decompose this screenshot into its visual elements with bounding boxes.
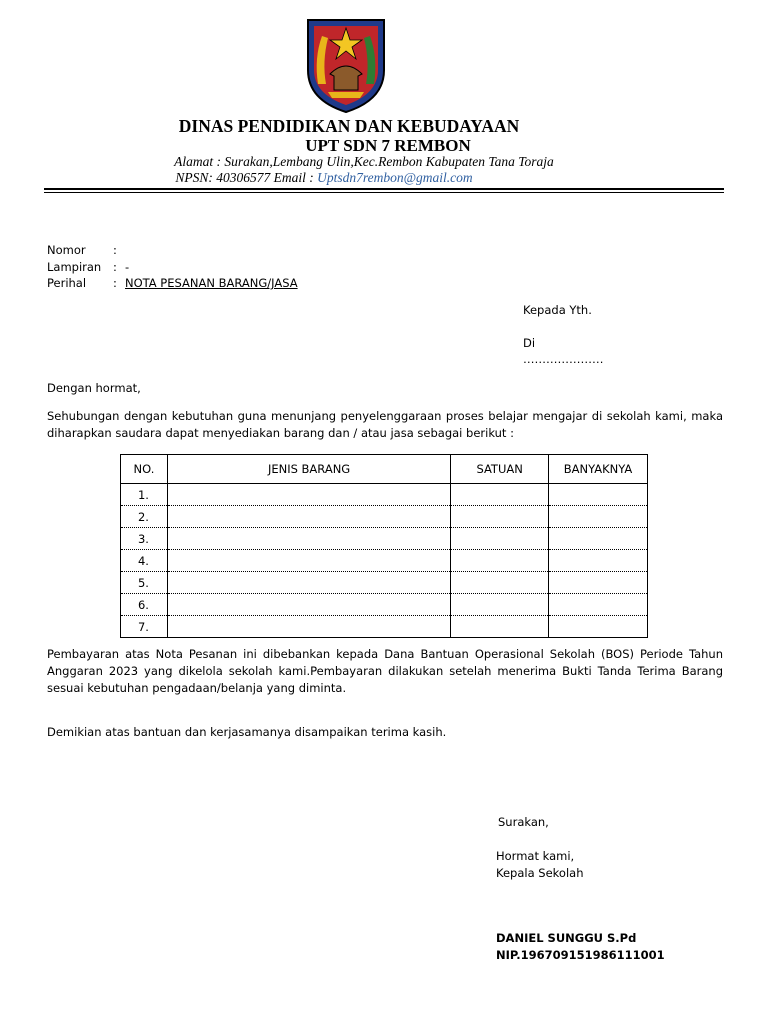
greeting: Dengan hormat, <box>47 381 141 395</box>
nomor-label: Nomor <box>47 243 86 257</box>
letter-meta <box>47 242 298 292</box>
cell-satuan[interactable] <box>451 572 549 594</box>
perihal-label: Perihal <box>47 276 87 290</box>
recipient-kepada: Kepada Yth. <box>523 303 592 317</box>
header-satuan: SATUAN <box>451 455 549 484</box>
cell-satuan[interactable] <box>451 616 549 638</box>
intro-paragraph: Sehubungan dengan kebutuhan guna menunjang penyelenggaraan proses belajar mengajar di sekolah kami, maka diharapkan saudara dapat menyediakan barang dan / atau jasa sebagai berikut : <box>47 409 723 440</box>
recipient-dots: ………………… <box>523 352 604 366</box>
cell-satuan[interactable] <box>451 528 549 550</box>
cell-banyaknya[interactable] <box>549 484 648 506</box>
cell-jenis-barang[interactable] <box>167 572 450 594</box>
order-table <box>120 454 648 638</box>
table-row <box>121 550 648 572</box>
cell-banyaknya[interactable] <box>549 616 648 638</box>
lampiran-value: - <box>125 259 130 274</box>
recipient-di: Di <box>523 336 536 350</box>
school-title: UPT SDN 7 REMBON <box>305 136 471 155</box>
signature-place: Surakan, <box>498 815 549 829</box>
perihal-colon: : <box>113 276 117 290</box>
cell-jenis-barang[interactable] <box>167 506 450 528</box>
row-number: 3. <box>121 528 168 550</box>
regional-crest-icon <box>304 18 388 114</box>
table-header-row <box>121 455 648 484</box>
school-address: Alamat : Surakan,Lembang Ulin,Kec.Rembon Kabupaten Tana Toraja <box>174 154 554 169</box>
cell-jenis-barang[interactable] <box>167 616 450 638</box>
cell-banyaknya[interactable] <box>549 572 648 594</box>
perihal-value: NOTA PESANAN BARANG/JASA <box>125 276 298 290</box>
header-jenis-barang: JENIS BARANG <box>167 455 450 484</box>
lampiran-colon: : <box>113 259 117 274</box>
payment-paragraph: Pembayaran atas Nota Pesanan ini dibebankan kepada Dana Bantuan Operasional Sekolah (BOS) Periode Tahun Anggaran 2023 yang dikelola sekolah kami.Pembayaran dilakukan setelah menerima Bukti Tanda Terima Barang sesuai kebutuhan pengadaan/belanja yang diminta. <box>47 647 723 695</box>
row-number: 1. <box>121 484 168 506</box>
meta-row-nomor <box>47 242 298 259</box>
cell-satuan[interactable] <box>451 506 549 528</box>
row-number: 6. <box>121 594 168 616</box>
nomor-value <box>123 242 125 259</box>
meta-row-perihal <box>47 275 298 292</box>
row-number: 4. <box>121 550 168 572</box>
table-row <box>121 616 648 638</box>
header-divider-thin <box>44 192 724 193</box>
cell-jenis-barang[interactable] <box>167 528 450 550</box>
table-row <box>121 506 648 528</box>
cell-jenis-barang[interactable] <box>167 484 450 506</box>
cell-banyaknya[interactable] <box>549 528 648 550</box>
table-row <box>121 528 648 550</box>
table-row <box>121 484 648 506</box>
cell-banyaknya[interactable] <box>549 550 648 572</box>
table-row <box>121 594 648 616</box>
agency-title: DINAS PENDIDIKAN DAN KEBUDAYAAN <box>178 116 520 136</box>
school-contact <box>0 170 688 186</box>
signature-regards: Hormat kami, <box>496 849 575 863</box>
meta-row-lampiran <box>47 259 298 276</box>
header-no: NO. <box>121 455 168 484</box>
cell-satuan[interactable] <box>451 594 549 616</box>
table-row <box>121 572 648 594</box>
npsn-text: NPSN: 40306577 Email : <box>175 170 318 185</box>
lampiran-label: Lampiran <box>47 259 102 274</box>
header-banyaknya: BANYAKNYA <box>549 455 648 484</box>
signature-position: Kepala Sekolah <box>496 866 584 880</box>
row-number: 2. <box>121 506 168 528</box>
cell-banyaknya[interactable] <box>549 506 648 528</box>
signatory-nip: NIP.196709151986111001 <box>496 948 665 962</box>
signatory-name: DANIEL SUNGGU S.Pd <box>496 931 637 945</box>
cell-jenis-barang[interactable] <box>167 594 450 616</box>
cell-jenis-barang[interactable] <box>167 550 450 572</box>
cell-satuan[interactable] <box>451 550 549 572</box>
header-divider-thick <box>44 188 724 190</box>
cell-satuan[interactable] <box>451 484 549 506</box>
row-number: 7. <box>121 616 168 638</box>
nomor-colon: : <box>113 243 117 257</box>
closing-paragraph: Demikian atas bantuan dan kerjasamanya disampaikan terima kasih. <box>47 725 447 739</box>
cell-banyaknya[interactable] <box>549 594 648 616</box>
row-number: 5. <box>121 572 168 594</box>
email-link[interactable]: Uptsdn7rembon@gmail.com <box>317 170 473 185</box>
